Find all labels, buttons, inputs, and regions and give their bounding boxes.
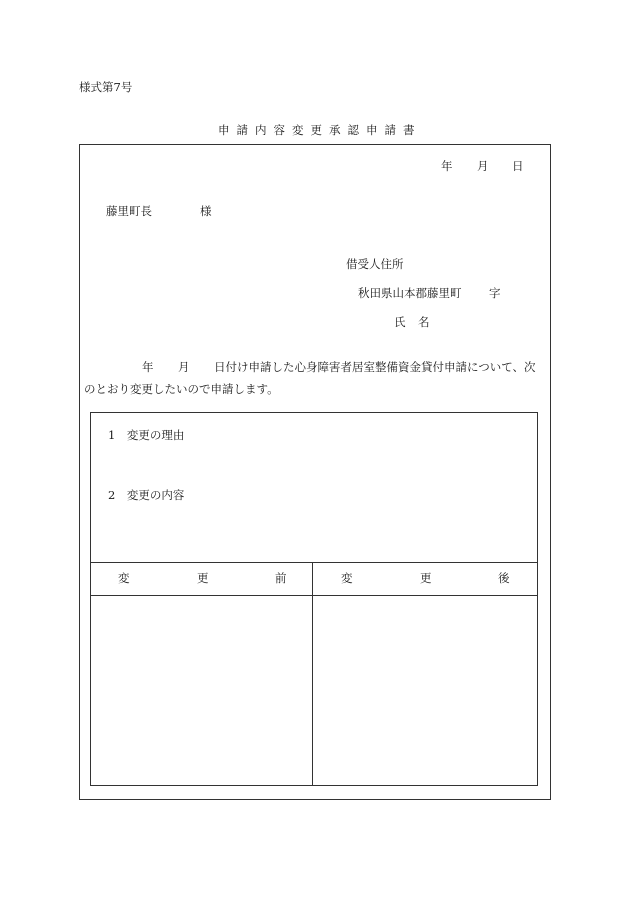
addressee-honorific: 様 <box>200 204 212 218</box>
body-line-2: のとおり変更したいので申請します。 <box>84 382 279 396</box>
body-line-1: 日付け申請した心身障害者居室整備資金貸付申請について、次 <box>214 360 536 374</box>
document-title: 申請内容変更承認申請書 <box>218 123 422 137</box>
header-before-char-2: 更 <box>197 571 209 585</box>
header-before-char-3: 前 <box>275 571 287 585</box>
header-before-char-1: 変 <box>118 571 130 585</box>
addressee-name: 藤里町長 <box>106 204 152 218</box>
table-top-rule <box>90 562 538 563</box>
applicant-name-label-1: 氏 <box>394 315 406 329</box>
date-month: 月 <box>477 159 489 173</box>
date-year: 年 <box>441 159 453 173</box>
cell-before[interactable] <box>91 596 311 785</box>
applicant-name-label-2: 名 <box>418 315 430 329</box>
header-after-char-2: 更 <box>420 571 432 585</box>
applicant-address-label: 借受人住所 <box>346 257 404 271</box>
header-after-char-3: 後 <box>498 571 510 585</box>
body-month: 月 <box>178 360 190 374</box>
body-year: 年 <box>142 360 154 374</box>
date-day: 日 <box>512 159 524 173</box>
section-content: 2 変更の内容 <box>108 488 185 502</box>
applicant-address: 秋田県山本郡藤里町 <box>358 286 462 300</box>
section-reason: 1 変更の理由 <box>108 428 185 442</box>
cell-after[interactable] <box>313 596 537 785</box>
form-number: 様式第7号 <box>79 80 133 94</box>
header-after-char-1: 変 <box>341 571 353 585</box>
applicant-aza: 字 <box>489 286 501 300</box>
